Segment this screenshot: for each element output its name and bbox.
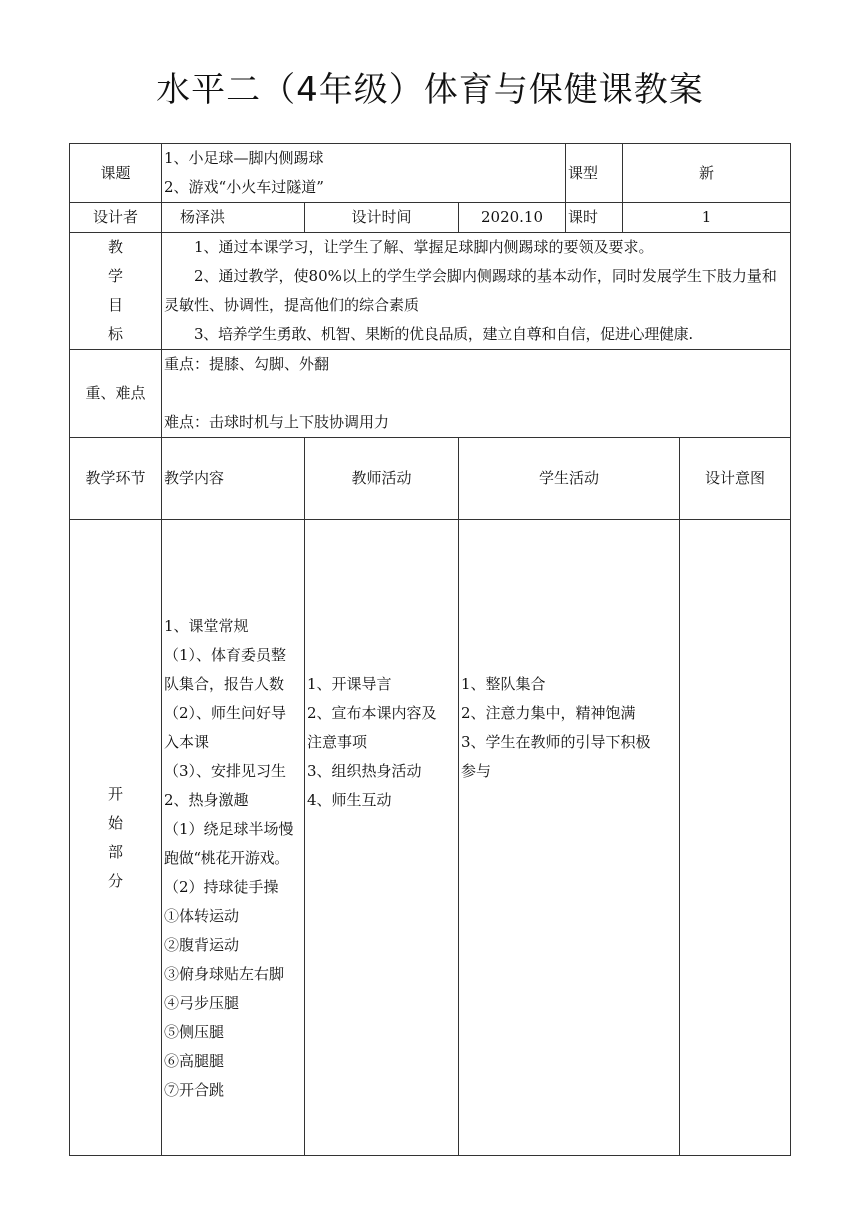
content-line: 跑做“桃花开游戏。: [164, 849, 289, 867]
section-start-row: [70, 520, 791, 1156]
type-label: 课型: [566, 144, 623, 203]
section-start-content: [162, 520, 305, 1156]
goals-row: [70, 233, 791, 350]
type-value: 新: [623, 144, 791, 203]
col-content: 教学内容: [162, 438, 305, 520]
student-line: 参与: [461, 762, 492, 780]
content-line: 入本课: [164, 733, 210, 751]
content-line: ⑦开合跳: [164, 1081, 225, 1099]
section-start-intent: [680, 520, 791, 1156]
designer-row: [70, 203, 791, 233]
content-line: ⑤侧压腿: [164, 1023, 225, 1041]
content-line: 队集合，报告人数: [164, 675, 285, 693]
design-time-value: 2020.10: [459, 203, 566, 233]
content-line: 1、课堂常规: [164, 617, 249, 635]
teacher-line: 1、开课导言: [307, 675, 392, 693]
col-intent: 设计意图: [680, 438, 791, 520]
topic-row: [70, 144, 791, 203]
student-line: 3、学生在教师的引导下积极: [461, 733, 651, 751]
section-start-student: [459, 520, 680, 1156]
section-start-label: 开 始 部 分: [70, 520, 162, 1156]
designer-label: 设计者: [70, 203, 162, 233]
content-line: （2）持球徒手操: [164, 878, 279, 896]
content-line: ④弓步压腿: [164, 994, 240, 1012]
goal-item: 1、通过本课学习，让学生了解、掌握足球脚内侧踢球的要领及要求。: [194, 238, 654, 256]
teacher-line: 2、宣布本课内容及: [307, 704, 437, 722]
column-header-row: [70, 438, 791, 520]
goals-label: 教 学 目 标: [70, 233, 162, 350]
content-line: 2、热身激趣: [164, 791, 249, 809]
student-line: 1、整队集合: [461, 675, 546, 693]
lesson-plan-table: [69, 143, 791, 1156]
keypoints-content: [162, 350, 791, 438]
topic-line: 1、小足球—脚内侧踢球: [164, 149, 324, 167]
period-value: 1: [623, 203, 791, 233]
teacher-line: 4、师生互动: [307, 791, 392, 809]
content-line: ①体转运动: [164, 907, 240, 925]
teacher-line: 注意事项: [307, 733, 368, 751]
designer-value: 杨泽洪: [162, 203, 305, 233]
goal-item: 3、培养学生勇敢、机智、果断的优良品质，建立自尊和自信，促进心理健康.: [194, 325, 693, 343]
keypoints-row: [70, 350, 791, 438]
content-line: （1）、体育委员整: [164, 646, 287, 664]
content-line: （3）、安排见习生: [164, 762, 287, 780]
page-title: 水平二（4年级）体育与保健课教案: [156, 70, 704, 110]
topic-line: 2、游戏“小火车过隧道”: [164, 178, 324, 196]
content-line: ③俯身球贴左右脚: [164, 965, 285, 983]
keypoints-label: 重、难点: [70, 350, 162, 438]
col-student: 学生活动: [459, 438, 680, 520]
content-line: （1）绕足球半场慢: [164, 820, 294, 838]
content-line: ②腹背运动: [164, 936, 240, 954]
teacher-line: 3、组织热身活动: [307, 762, 422, 780]
topic-value: [162, 144, 566, 203]
topic-label: 课题: [70, 144, 162, 203]
col-teacher: 教师活动: [305, 438, 459, 520]
goals-content: [162, 233, 791, 350]
key-point: 重点：提膝、勾脚、外翻: [164, 355, 330, 373]
goal-item: 2、通过教学，使80%以上的学生学会脚内侧踢球的基本动作，同时发展学生下肢力量和灵敏性、协调性，提高他们的综合素质: [164, 267, 777, 314]
content-line: （2）、师生问好导: [164, 704, 287, 722]
content-line: ⑥高腿腿: [164, 1052, 225, 1070]
col-stage: 教学环节: [70, 438, 162, 520]
period-label: 课时: [566, 203, 623, 233]
difficult-point: 难点：击球时机与上下肢协调用力: [164, 413, 390, 431]
student-line: 2、注意力集中，精神饱满: [461, 704, 636, 722]
section-start-teacher: [305, 520, 459, 1156]
design-time-label: 设计时间: [305, 203, 459, 233]
